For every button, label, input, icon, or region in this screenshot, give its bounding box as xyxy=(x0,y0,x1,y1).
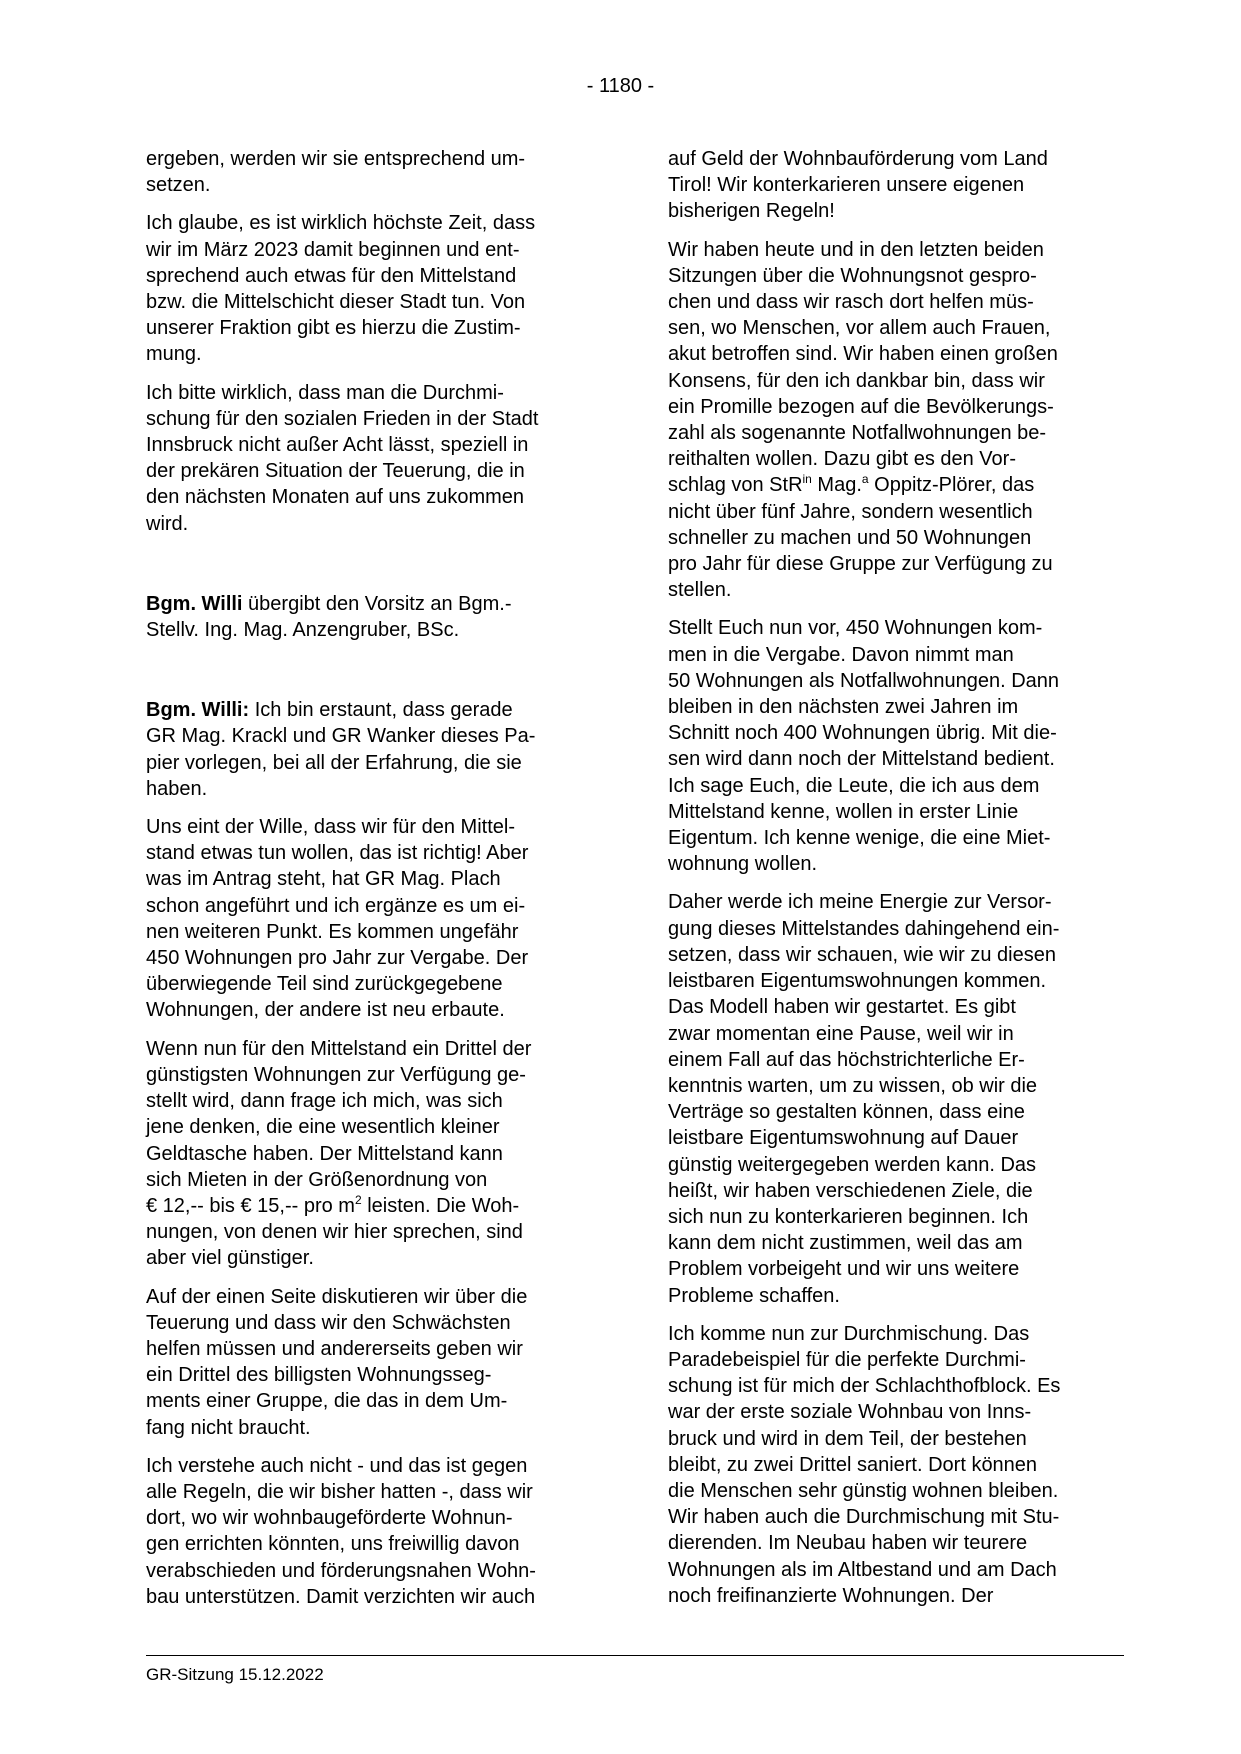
text-run: Oppitz-Plörer, das xyxy=(868,474,1035,497)
text-line: wird. xyxy=(146,512,189,535)
text-line: Wir haben auch die Durchmischung mit Stu- xyxy=(668,1506,1060,1529)
footer-session-date: GR-Sitzung 15.12.2022 xyxy=(146,1665,324,1684)
text-line: Sitzungen über die Wohnungsnot gespro- xyxy=(668,264,1037,287)
text-line: schon angeführt und ich ergänze es um ei- xyxy=(146,894,526,917)
text-line: chen und dass wir rasch dort helfen müs- xyxy=(668,291,1034,314)
text-line: ein Promille bezogen auf die Bevölkerungs- xyxy=(668,395,1054,418)
text-line: Verträge so gestalten können, dass eine xyxy=(668,1101,1025,1124)
paragraph xyxy=(146,146,606,198)
text-line: bau unterstützen. Damit verzichten wir auch xyxy=(146,1585,536,1608)
text-run: schlag von StR xyxy=(668,474,803,497)
text-line: Schnitt noch 400 Wohnungen übrig. Mit die- xyxy=(668,722,1057,745)
footer-divider xyxy=(146,1655,1124,1656)
text-line: Problem vorbeigeht und wir uns weitere xyxy=(668,1258,1020,1281)
paragraph xyxy=(668,889,1128,1308)
text-line: bleiben in den nächsten zwei Jahren im xyxy=(668,696,1019,719)
paragraph xyxy=(668,237,1128,604)
text-line: 450 Wohnungen pro Jahr zur Vergabe. Der xyxy=(146,947,529,970)
text-line: sich nun zu konterkarieren beginnen. Ich xyxy=(668,1205,1029,1228)
text-line: Geldtasche haben. Der Mittelstand kann xyxy=(146,1142,503,1165)
text-line: war der erste soziale Wohnbau von Inns- xyxy=(668,1401,1032,1424)
text-line: Eigentum. Ich kenne wenige, die eine Miet- xyxy=(668,827,1051,850)
speaker-name: Bgm. Willi: xyxy=(146,699,250,722)
text-line: leistbare Eigentumswohnung auf Dauer xyxy=(668,1127,1019,1150)
text-line: akut betroffen sind. Wir haben einen großen xyxy=(668,343,1058,366)
text-line: Innsbruck nicht außer Acht lässt, speziell in xyxy=(146,434,529,457)
right-column xyxy=(668,146,1128,1621)
text-line: Uns eint der Wille, dass wir für den Mittel- xyxy=(146,816,516,839)
text-line: gen errichten könnten, uns freiwillig davon xyxy=(146,1533,520,1556)
superscript: 2 xyxy=(354,1192,362,1207)
page-number: - 1180 - xyxy=(586,75,655,97)
paragraph xyxy=(668,615,1128,877)
text-line xyxy=(146,591,606,617)
text-line: verabschieden und förderungsnahen Wohn- xyxy=(146,1559,536,1582)
text-run: Mag. xyxy=(811,474,862,497)
text-line: Konsens, für den ich dankbar bin, dass wir xyxy=(668,369,1045,392)
text-line: Paradebeispiel für die perfekte Durchmi- xyxy=(668,1348,1026,1371)
text-line: Wohnungen, der andere ist neu erbaute. xyxy=(146,999,505,1022)
text-line: zwar momentan eine Pause, weil wir in xyxy=(668,1022,1014,1045)
text-line xyxy=(146,1193,606,1219)
text-line xyxy=(146,697,606,723)
text-line: ein Drittel des billigsten Wohnungsseg- xyxy=(146,1364,492,1387)
text-line: bleibt, zu zwei Drittel saniert. Dort können xyxy=(668,1453,1038,1476)
text-line: nen weiteren Punkt. Es kommen ungefähr xyxy=(146,920,519,943)
text-line: Wohnungen als im Altbestand und am Dach xyxy=(668,1558,1057,1581)
text-line: Tirol! Wir konterkarieren unsere eigenen xyxy=(668,174,1025,197)
text-line: kann dem nicht zustimmen, weil das am xyxy=(668,1232,1023,1255)
text-line: bzw. die Mittelschicht dieser Stadt tun. Von xyxy=(146,291,526,314)
text-line: zahl als sogenannte Notfallwohnungen be- xyxy=(668,422,1047,445)
text-line: Wir haben heute und in den letzten beiden xyxy=(668,238,1044,261)
text-line: pro Jahr für diese Gruppe zur Verfügung zu xyxy=(668,553,1053,576)
text-line: setzen. xyxy=(146,174,211,197)
text-line: Stellt Euch nun vor, 450 Wohnungen kom- xyxy=(668,617,1043,640)
text-line: men in die Vergabe. Davon nimmt man xyxy=(668,643,1014,666)
text-line: fang nicht braucht. xyxy=(146,1416,311,1439)
text-line: den nächsten Monaten auf uns zukommen xyxy=(146,486,525,509)
paragraph xyxy=(146,814,606,1024)
paragraph xyxy=(146,380,606,537)
text-line: mung. xyxy=(146,343,202,366)
text-line: Ich komme nun zur Durchmischung. Das xyxy=(668,1322,1030,1345)
text-line: der prekären Situation der Teuerung, die in xyxy=(146,460,525,483)
text-line: reithalten wollen. Dazu gibt es den Vor- xyxy=(668,448,1016,471)
text-line: Daher werde ich meine Energie zur Versor- xyxy=(668,891,1052,914)
spacer xyxy=(146,549,606,591)
paragraph xyxy=(668,146,1128,225)
text-line: 50 Wohnungen als Notfallwohnungen. Dann xyxy=(668,669,1060,692)
text-run: € 12,-- bis € 15,-- pro m xyxy=(146,1194,355,1217)
paragraph xyxy=(146,1453,606,1610)
text-line: Ich glaube, es ist wirklich höchste Zeit, dass xyxy=(146,212,536,235)
text-line: ergeben, werden wir sie entsprechend um- xyxy=(146,148,526,170)
text-line: jene denken, die eine wesentlich kleiner xyxy=(146,1116,500,1139)
text-line: gung dieses Mittelstandes dahingehend ein- xyxy=(668,917,1060,940)
text-run: übergibt den Vorsitz an Bgm.- xyxy=(242,592,512,615)
text-line: haben. xyxy=(146,777,208,800)
text-line: bruck und wird in dem Teil, der bestehen xyxy=(668,1427,1027,1450)
text-run: Ich bin erstaunt, dass gerade xyxy=(249,699,513,722)
text-line xyxy=(668,472,1128,498)
text-line: wir im März 2023 damit beginnen und ent- xyxy=(146,238,520,261)
text-line: nicht über fünf Jahre, sondern wesentlich xyxy=(668,500,1033,523)
text-line: stand etwas tun wollen, das ist richtig! Aber xyxy=(146,842,529,865)
text-line: Wenn nun für den Mittelstand ein Drittel der xyxy=(146,1037,532,1060)
text-line: schung ist für mich der Schlachthofblock. Es xyxy=(668,1375,1061,1398)
text-line: heißt, wir haben verschiedenen Ziele, die xyxy=(668,1179,1033,1202)
text-line: helfen müssen und andererseits geben wir xyxy=(146,1337,523,1360)
paragraph xyxy=(668,1321,1128,1609)
text-line: sen, wo Menschen, vor allem auch Frauen, xyxy=(668,317,1051,340)
text-run: leisten. Die Woh- xyxy=(361,1194,520,1217)
superscript: a xyxy=(861,472,869,487)
text-line: die Menschen sehr günstig wohnen bleiben. xyxy=(668,1479,1059,1502)
text-line: günstig weitergegeben werden kann. Das xyxy=(668,1153,1037,1176)
text-line: dierenden. Im Neubau haben wir teurere xyxy=(668,1532,1028,1555)
text-line: schneller zu machen und 50 Wohnungen xyxy=(668,526,1032,549)
text-line: ments einer Gruppe, die das in dem Um- xyxy=(146,1390,508,1413)
text-line: sprechend auch etwas für den Mittelstand xyxy=(146,264,517,287)
text-line: einem Fall auf das höchstrichterliche Er- xyxy=(668,1048,1025,1071)
text-line: Stellv. Ing. Mag. Anzengruber, BSc. xyxy=(146,619,460,642)
text-line: Ich sage Euch, die Leute, die ich aus dem xyxy=(668,774,1040,797)
text-line: pier vorlegen, bei all der Erfahrung, die sie xyxy=(146,751,522,774)
speech-paragraph xyxy=(146,697,606,802)
spacer xyxy=(146,655,606,697)
text-line: Ich verstehe auch nicht - und das ist gegen xyxy=(146,1454,528,1477)
text-line: kenntnis warten, um zu wissen, ob wir die xyxy=(668,1074,1038,1097)
text-line: nungen, von denen wir hier sprechen, sind xyxy=(146,1221,523,1244)
text-line: noch freifinanzierte Wohnungen. Der xyxy=(668,1584,994,1607)
text-line: Probleme schaffen. xyxy=(668,1284,840,1307)
text-line: schung für den sozialen Frieden in der Stadt xyxy=(146,407,539,430)
text-line: wohnung wollen. xyxy=(668,853,817,876)
text-line: setzen, dass wir schauen, wie wir zu diesen xyxy=(668,943,1056,966)
text-line: GR Mag. Krackl und GR Wanker dieses Pa- xyxy=(146,725,536,748)
text-line: Mittelstand kenne, wollen in erster Linie xyxy=(668,800,1019,823)
speaker-name: Bgm. Willi xyxy=(146,592,243,615)
chair-handover-note xyxy=(146,591,606,643)
text-line: was im Antrag steht, hat GR Mag. Plach xyxy=(146,868,501,891)
text-line: leistbaren Eigentumswohnungen kommen. xyxy=(668,970,1046,993)
text-line: Ich bitte wirklich, dass man die Durchmi- xyxy=(146,381,504,404)
left-column xyxy=(146,146,606,1622)
paragraph xyxy=(146,210,606,367)
text-line: Teuerung und dass wir den Schwächsten xyxy=(146,1311,511,1334)
text-line: sich Mieten in der Größenordnung von xyxy=(146,1168,488,1191)
text-line: bisherigen Regeln! xyxy=(668,200,835,223)
text-line: überwiegende Teil sind zurückgegebene xyxy=(146,973,503,996)
text-line: Auf der einen Seite diskutieren wir über die xyxy=(146,1285,528,1308)
text-line: Das Modell haben wir gestartet. Es gibt xyxy=(668,996,1016,1019)
text-line: unserer Fraktion gibt es hierzu die Zustim- xyxy=(146,317,521,340)
text-line: sen wird dann noch der Mittelstand bedient. xyxy=(668,748,1055,771)
text-line: auf Geld der Wohnbauförderung vom Land xyxy=(668,148,1048,170)
superscript: in xyxy=(802,472,812,487)
text-line: alle Regeln, die wir bisher hatten -, dass wir xyxy=(146,1480,533,1503)
text-line: stellen. xyxy=(668,579,732,602)
text-line: dort, wo wir wohnbaugeförderte Wohnun- xyxy=(146,1507,513,1530)
paragraph xyxy=(146,1036,606,1272)
text-line: stellt wird, dann frage ich mich, was sich xyxy=(146,1090,503,1113)
text-line: günstigsten Wohnungen zur Verfügung ge- xyxy=(146,1063,526,1086)
paragraph xyxy=(146,1284,606,1441)
text-line: aber viel günstiger. xyxy=(146,1247,314,1270)
